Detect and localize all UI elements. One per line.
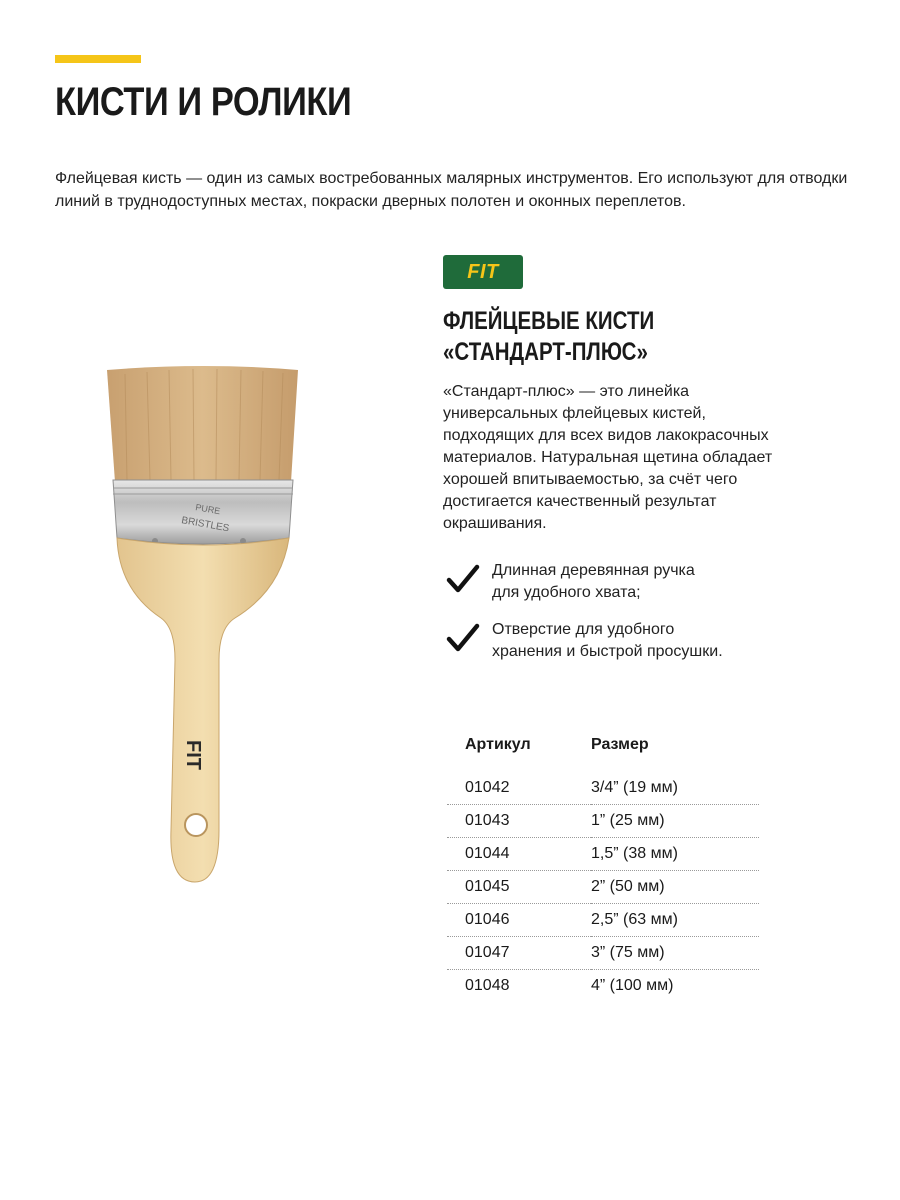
handle-logo: FIT	[182, 740, 204, 770]
ferrule-text-2: BRISTLES	[180, 515, 231, 535]
feature-line: Отверстие для удобного	[492, 621, 675, 638]
brush-bristles	[107, 366, 298, 482]
cell-article: 01046	[447, 904, 591, 937]
description-line: универсальных флейцевых кистей,	[443, 405, 706, 422]
description-line: окрашивания.	[443, 515, 547, 532]
cell-article: 01048	[465, 977, 510, 994]
cell-article: 01045	[447, 871, 591, 904]
cell-article: 01043	[447, 805, 591, 838]
intro-paragraph: Флейцевая кисть — один из самых востребованных малярных инструментов. Его используют для отводки линий в труднодоступных местах, покраски дверных полотен и оконных переплетов.	[55, 170, 848, 210]
table-header-row	[447, 728, 759, 762]
description-line: подходящих для всех видов лакокрасочных	[443, 427, 769, 444]
header-size: Размер	[591, 736, 649, 753]
logo-text: FIT	[467, 260, 499, 283]
cell-article: 01042	[447, 772, 591, 805]
header-article: Артикул	[465, 736, 531, 753]
feature-item	[446, 619, 776, 663]
checkmark-icon	[446, 621, 480, 655]
description-line: «Стандарт-плюс» — это линейка	[443, 383, 690, 400]
table-row	[447, 772, 759, 805]
cell-size: 1,5” (38 мм)	[591, 838, 759, 871]
product-description	[443, 381, 803, 535]
description-line: хорошей впитываемостью, за счёт чего	[443, 471, 738, 488]
table-row	[447, 871, 759, 904]
table-row	[447, 970, 759, 1003]
table-row	[447, 838, 759, 871]
feature-text	[492, 560, 695, 604]
handle-hang-hole	[185, 814, 207, 836]
feature-item	[446, 560, 776, 604]
table-row	[447, 805, 759, 838]
feature-line: для удобного хвата;	[492, 584, 641, 601]
checkmark-icon	[446, 562, 480, 596]
product-title	[443, 306, 853, 368]
feature-line: Длинная деревянная ручка	[492, 562, 695, 579]
cell-size: 3/4” (19 мм)	[591, 772, 759, 805]
description-line: материалов. Натуральная щетина обладает	[443, 449, 773, 466]
cell-article: 01044	[447, 838, 591, 871]
cell-article: 01047	[447, 937, 591, 970]
feature-text	[492, 619, 723, 663]
cell-size: 1” (25 мм)	[591, 805, 759, 838]
fit-logo	[443, 255, 523, 289]
cell-size: 4” (100 мм)	[591, 977, 674, 994]
spec-table	[447, 728, 759, 1002]
feature-line: хранения и быстрой просушки.	[492, 643, 723, 660]
description-line: достигается качественный результат	[443, 493, 717, 510]
table-row	[447, 937, 759, 970]
ferrule-text-1: PURE	[194, 502, 222, 517]
product-title-line-2: «СТАНДАРТ-ПЛЮС»	[443, 338, 648, 366]
accent-bar	[55, 55, 141, 63]
brush-image	[95, 360, 315, 900]
cell-size: 3” (75 мм)	[591, 937, 759, 970]
section-title: КИСТИ И РОЛИКИ	[55, 80, 352, 124]
table-row	[447, 904, 759, 937]
product-title-line-1: ФЛЕЙЦЕВЫЕ КИСТИ	[443, 307, 655, 335]
cell-size: 2” (50 мм)	[591, 871, 759, 904]
cell-size: 2,5” (63 мм)	[591, 904, 759, 937]
